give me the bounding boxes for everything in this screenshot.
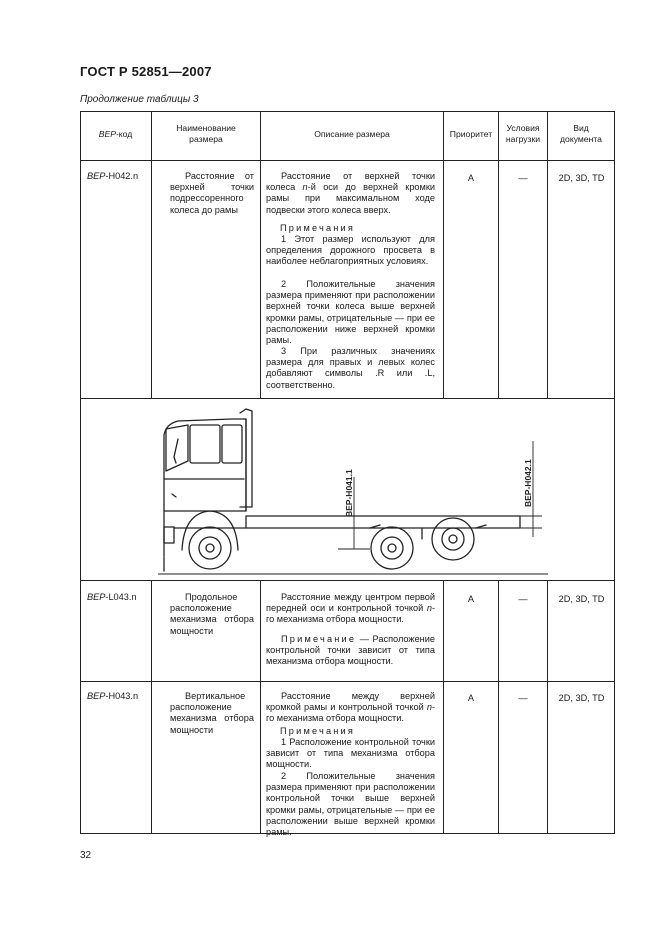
page-number: 32 — [80, 850, 92, 861]
row1-doc: 2D, 3D, TD — [558, 173, 605, 183]
row1-priority: A — [467, 173, 475, 183]
dimensions-table — [80, 111, 615, 838]
row2-priority: A — [467, 594, 475, 604]
row3-load: — — [518, 693, 528, 703]
row3-description: Расстояние между верхней кромкой рамы и контрольной точкой n-го механизма отбора мощности. — [266, 691, 435, 724]
row3-priority: A — [467, 693, 475, 703]
rear-wheel-1 — [371, 527, 413, 569]
row3-doc: 2D, 3D, TD — [558, 693, 605, 703]
row2-doc: 2D, 3D, TD — [558, 594, 605, 604]
row3-name: Вертикальное расположение механизма отбора мощности — [170, 691, 254, 735]
dimension-label-1: BEP-H041.1 — [344, 469, 354, 517]
col-header-load: Условия нагрузки — [505, 123, 541, 144]
row1-note-2: 2 Положительные значения размера применяют при расположении верхней точки колеса выше верхней кромки рамы, отрицательные — при ее расположении ниже верхней кромки рамы. — [266, 279, 435, 346]
row1-note-1: 1 Этот размер используют для определения дорожного просвета в наиболее неблагоприятных условиях. — [266, 234, 435, 267]
standard-title: ГОСТ Р 52851—2007 — [80, 64, 212, 79]
row1-notes-title: Примечания — [280, 223, 356, 233]
frame-outline — [246, 516, 520, 528]
col-header-name: Наименование размера — [176, 123, 236, 144]
row1-code: BEP-H042.n — [87, 171, 139, 181]
truck-figure — [80, 399, 615, 581]
truck-cab-outline — [164, 419, 246, 556]
col-header-priority: Приоритет — [449, 129, 493, 139]
row3-note-1: 1 Расположение контрольной точки зависит от типа механизма отбора мощности. — [266, 737, 435, 770]
row3-code: BEP-H043.n — [87, 691, 139, 701]
row1-note-3: 3 При различных значениях размера для правых и левых колес добавляют символы .R или .L, соответственно. — [266, 346, 435, 390]
row2-description: Расстояние между центром первой передней оси и контрольной точкой n-го механизма отбора мощности. — [266, 592, 435, 625]
row2-load: — — [518, 594, 528, 604]
table-continuation-caption: Продолжение таблицы 3 — [80, 94, 199, 105]
row1-description: Расстояние от верхней точки колеса n-й оси до верхней кромки рамы при максимальном ходе подвески этого колеса вверх. — [266, 171, 436, 215]
col-header-code: BEP-код — [98, 129, 133, 139]
col-header-description: Описание размера — [314, 129, 390, 139]
dimension-label-2: BEP-H042.1 — [523, 459, 533, 507]
col-header-doc: Вид документа — [560, 123, 602, 144]
front-wheel — [189, 527, 231, 569]
row2-code: BEP-L043.n — [87, 592, 137, 602]
row1-name: Расстояние от верхней точки подрессоренного колеса до рамы — [170, 171, 254, 215]
row1-load: — — [518, 173, 528, 183]
rear-wheel-2 — [432, 518, 474, 560]
row2-note: Примечание — Расположение контрольной точки зависит от типа механизма отбора мощности. — [266, 634, 435, 667]
row3-notes-title: Примечания — [280, 726, 356, 736]
row3-note-2: 2 Положительные значения размера применяют при расположении контрольной точки выше верхней кромки рамы, отрицательные — при ее расположении выше верхней кромки рамы. — [266, 771, 435, 838]
row2-name: Продольное расположение механизма отбора мощности — [170, 592, 254, 636]
